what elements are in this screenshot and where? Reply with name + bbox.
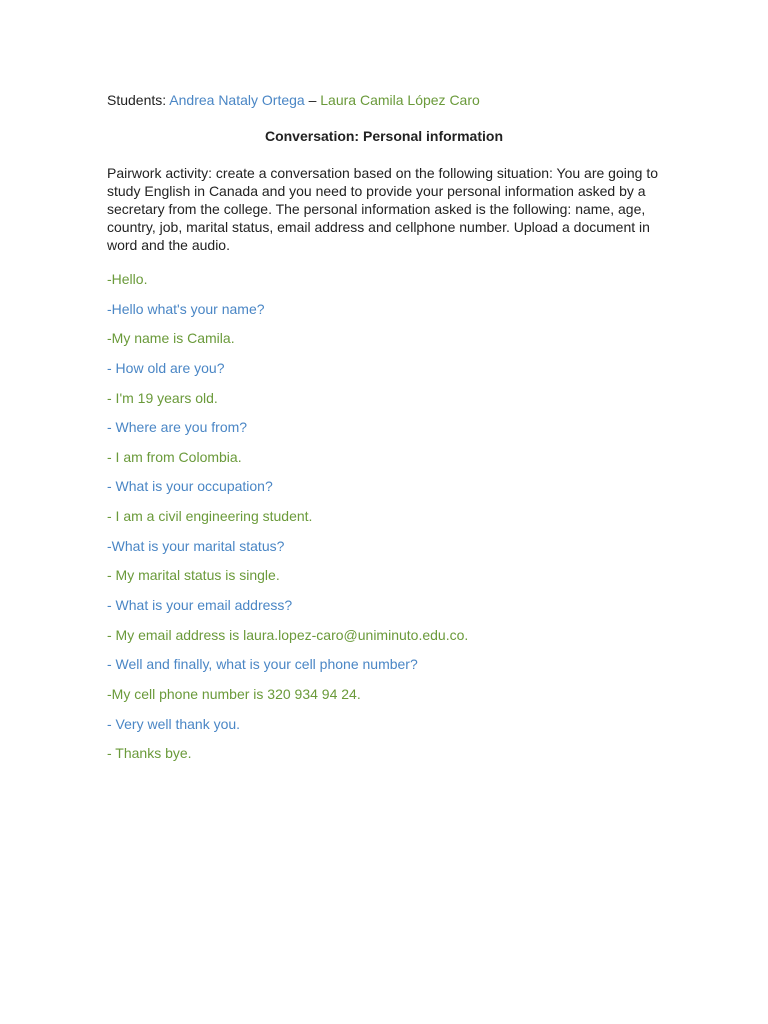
student-name-andrea: Andrea Nataly Ortega <box>169 92 305 108</box>
document-title: Conversation: Personal information <box>264 128 504 144</box>
conversation-dialogue <box>107 270 667 774</box>
dialogue-line: -What is your marital status? <box>107 537 285 554</box>
dialogue-line: -Hello what's your name? <box>107 300 265 317</box>
dialogue-line: -My name is Camila. <box>107 330 235 347</box>
dialogue-line: - I am from Colombia. <box>107 448 242 465</box>
dialogue-line: - Thanks bye. <box>107 745 192 762</box>
dialogue-line: - Where are you from? <box>107 419 248 436</box>
dialogue-line: - My marital status is single. <box>107 567 280 584</box>
name-separator: – <box>308 92 317 108</box>
dialogue-line: - How old are you? <box>107 359 225 376</box>
students-line <box>107 91 480 109</box>
dialogue-line: - Very well thank you. <box>107 715 241 732</box>
activity-instructions: Pairwork activity: create a conversation based on the following situation: You are going to study English in Canada and you need to provide your personal information asked by a secretary from the college. The personal information asked is the following: name, age, country, job, marital status, email address and cellphone number. Upload a document in word and the audio. <box>107 165 658 253</box>
dialogue-line: - My email address is laura.lopez-caro@uniminuto.edu.co. <box>107 626 469 643</box>
dialogue-line: -My cell phone number is 320 934 94 24. <box>107 685 361 702</box>
students-label: Students: <box>107 92 167 108</box>
dialogue-line: - Well and finally, what is your cell phone number? <box>107 656 418 673</box>
dialogue-line: -Hello. <box>107 271 148 287</box>
student-name-laura: Laura Camila López Caro <box>320 92 480 108</box>
dialogue-line: - I am a civil engineering student. <box>107 508 313 525</box>
dialogue-line: - What is your email address? <box>107 597 293 614</box>
dialogue-line: - I'm 19 years old. <box>107 389 218 406</box>
dialogue-line: - What is your occupation? <box>107 478 273 495</box>
